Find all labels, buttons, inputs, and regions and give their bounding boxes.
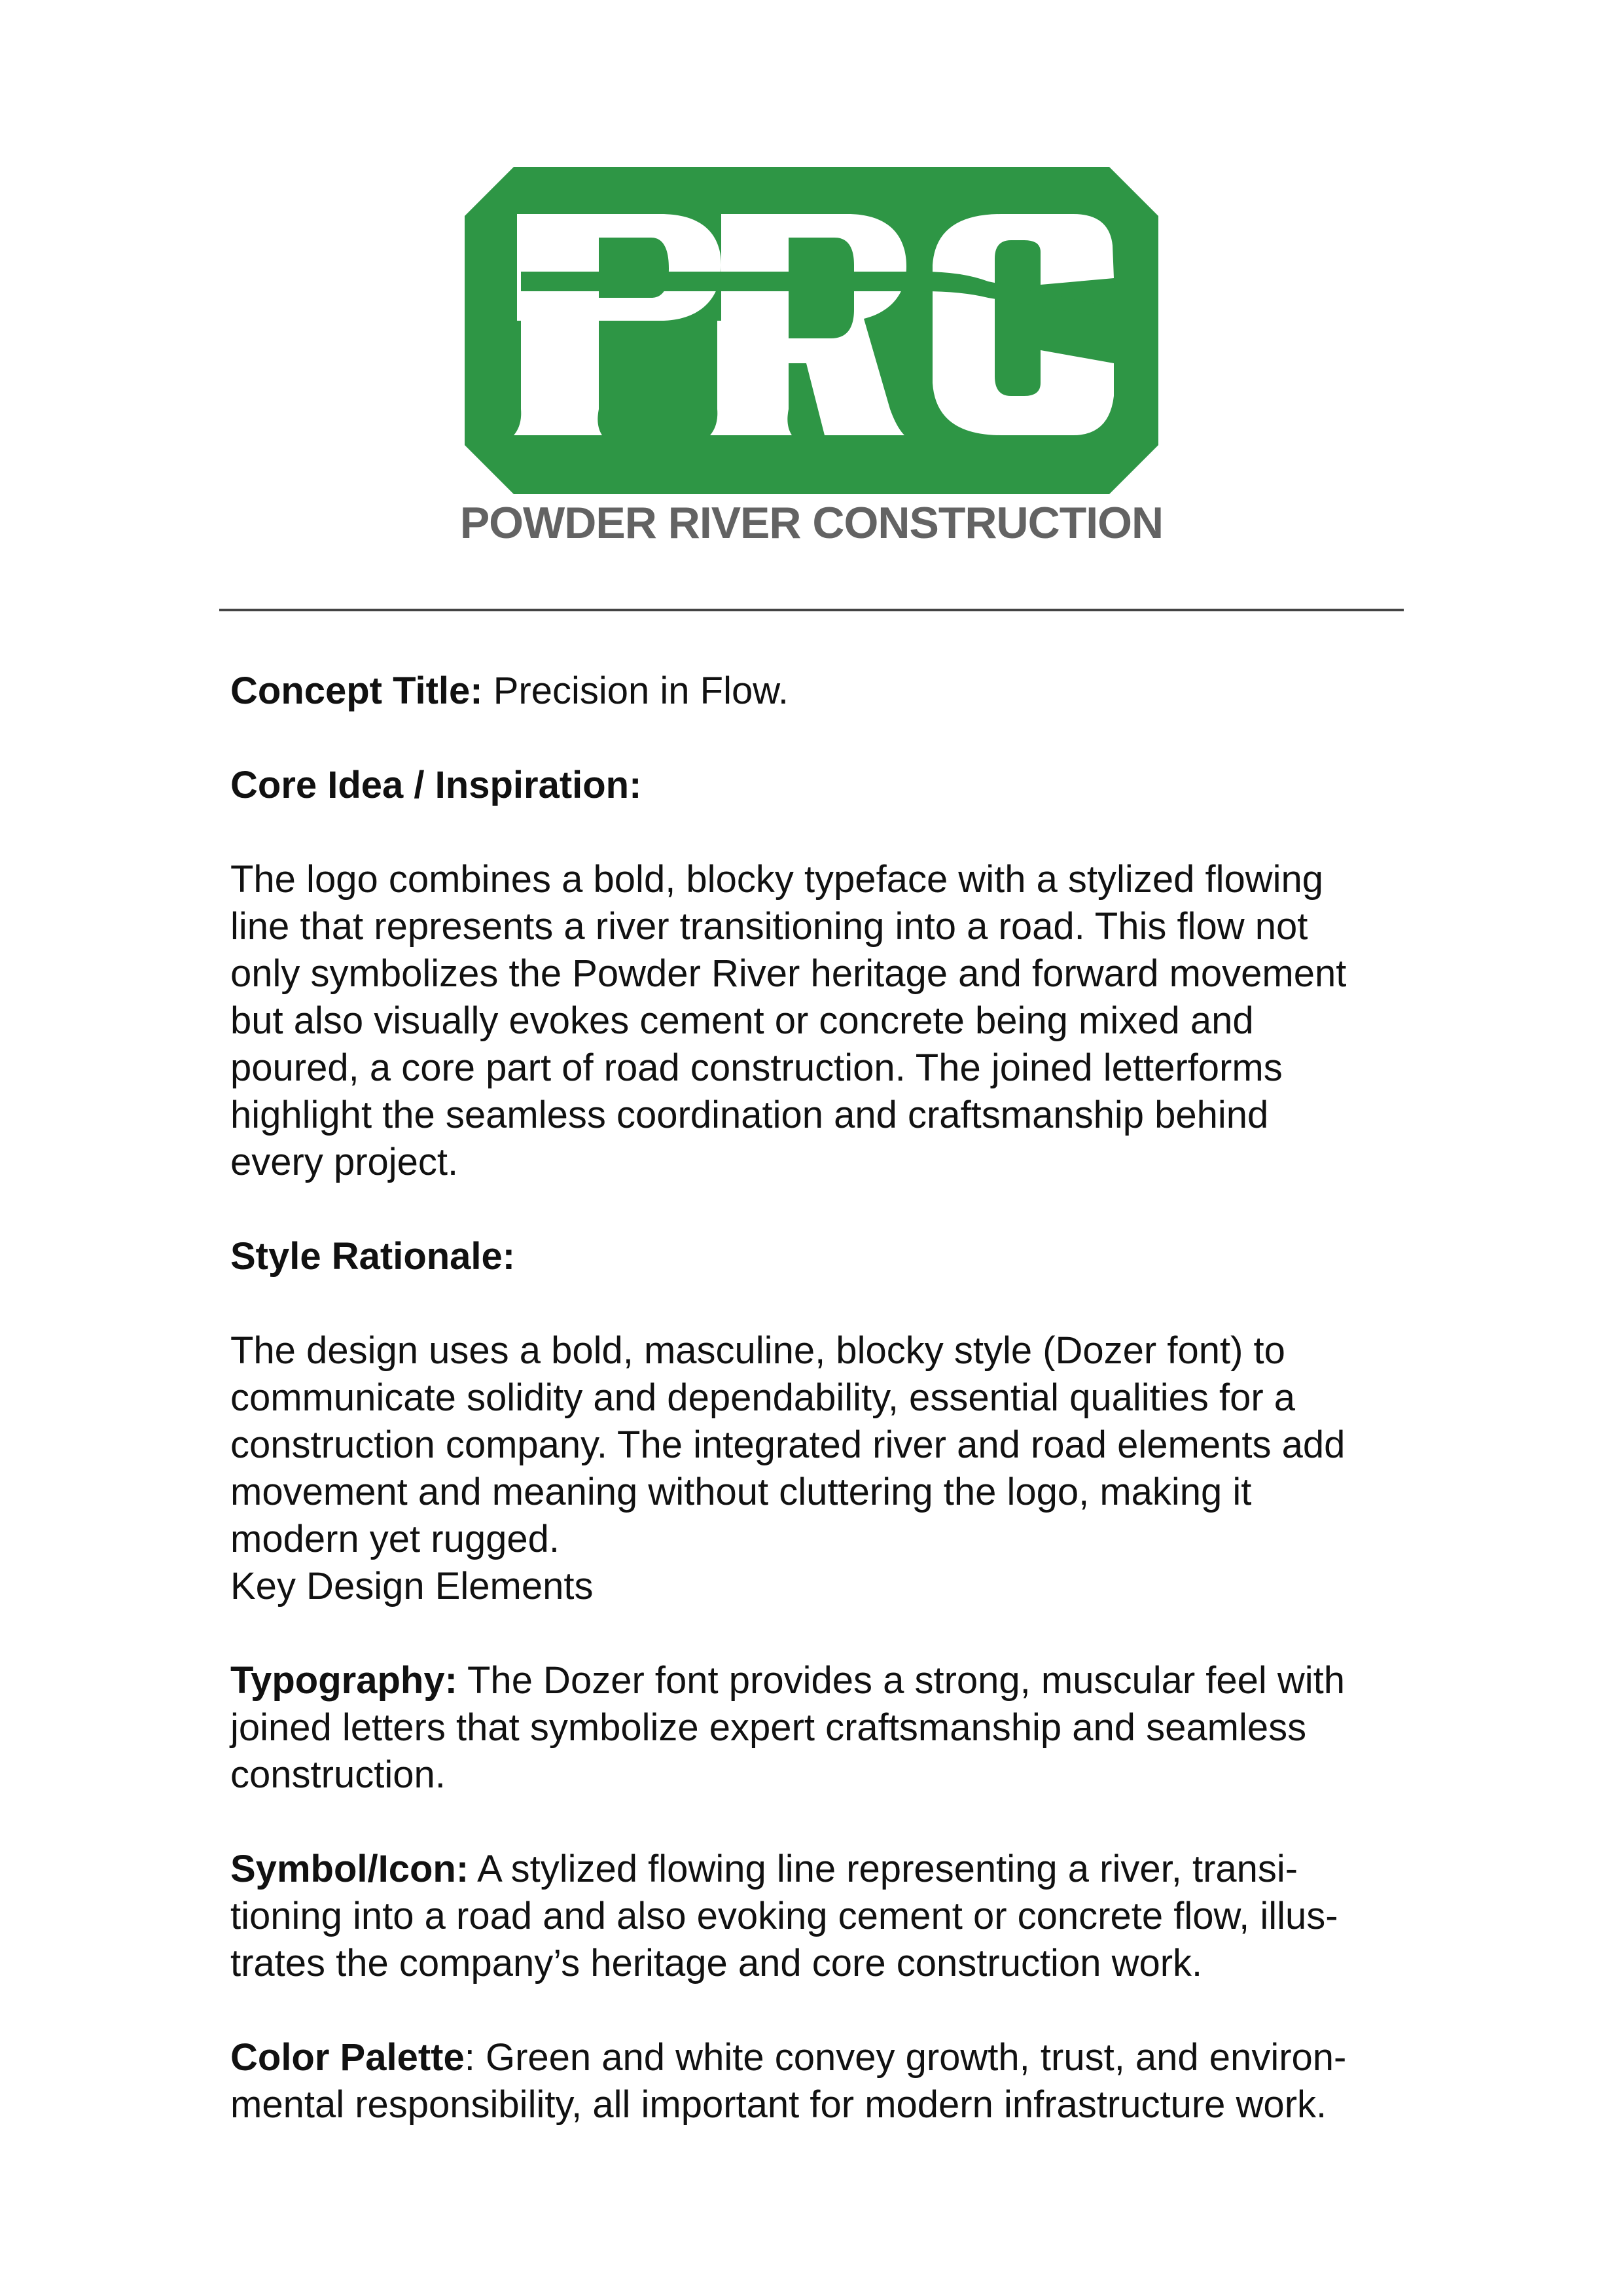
typography-line: construction. (230, 1753, 446, 1796)
typography-line: The Dozer font provides a strong, muscular feel with (457, 1659, 1346, 1702)
typography-label: Typography: (230, 1659, 457, 1702)
company-name: POWDER RIVER CONSTRUCTION (459, 498, 1164, 548)
style-rationale-paragraph (230, 1327, 1408, 1610)
core-idea-paragraph (230, 856, 1408, 1186)
concept-title-label: Concept Title: (230, 670, 483, 712)
symbol-icon-label: Symbol/Icon: (230, 1848, 469, 1890)
style-rationale-line: communicate solidity and dependability, essential qualities for a (230, 1376, 1296, 1419)
prc-logo (465, 167, 1158, 494)
color-palette-line: : Green and white convey growth, trust, and environ- (464, 2036, 1347, 2079)
core-idea-line: every project. (230, 1141, 459, 1183)
concept-title-paragraph (230, 668, 1408, 715)
color-palette-paragraph (230, 2034, 1408, 2128)
style-rationale-heading-text: Style Rationale: (230, 1235, 516, 1278)
logo-badge-graphic (465, 167, 1158, 494)
style-rationale-line: modern yet rugged. (230, 1518, 560, 1560)
core-idea-line: line that represents a river transitioning into a road. This flow not (230, 905, 1308, 948)
section-divider (219, 609, 1404, 611)
symbol-icon-line: tioning into a road and also evoking cement or concrete flow, illus- (230, 1895, 1338, 1937)
symbol-icon-paragraph (230, 1846, 1408, 1987)
style-rationale-line: construction company. The integrated river and road elements add (230, 1424, 1346, 1466)
symbol-icon-line: A stylized flowing line representing a river, transi- (469, 1848, 1298, 1890)
style-rationale-heading (230, 1233, 1408, 1280)
key-design-elements-heading: Key Design Elements (230, 1565, 594, 1607)
typography-line: joined letters that symbolize expert craftsmanship and seamless (230, 1706, 1307, 1749)
style-rationale-line: The design uses a bold, masculine, blocky style (Dozer font) to (230, 1329, 1285, 1372)
core-idea-line: only symbolizes the Powder River heritage and forward movement (230, 952, 1347, 995)
core-idea-line: The logo combines a bold, blocky typeface with a stylized flowing (230, 858, 1323, 901)
core-idea-line: poured, a core part of road construction. The joined letterforms (230, 1047, 1283, 1089)
core-idea-line: but also visually evokes cement or concrete being mixed and (230, 999, 1254, 1042)
typography-paragraph (230, 1657, 1408, 1799)
concept-title-value: Precision in Flow. (482, 670, 789, 712)
core-idea-line: highlight the seamless coordination and craftsmanship behind (230, 1094, 1269, 1136)
symbol-icon-line: trates the company’s heritage and core construction work. (230, 1942, 1203, 1984)
color-palette-label: Color Palette (230, 2036, 465, 2079)
core-idea-heading (230, 762, 1408, 809)
core-idea-heading-text: Core Idea / Inspiration: (230, 764, 642, 806)
style-rationale-line: movement and meaning without cluttering the logo, making it (230, 1471, 1252, 1513)
document-body (230, 668, 1408, 2128)
color-palette-line: mental responsibility, all important for modern infrastructure work. (230, 2083, 1327, 2126)
